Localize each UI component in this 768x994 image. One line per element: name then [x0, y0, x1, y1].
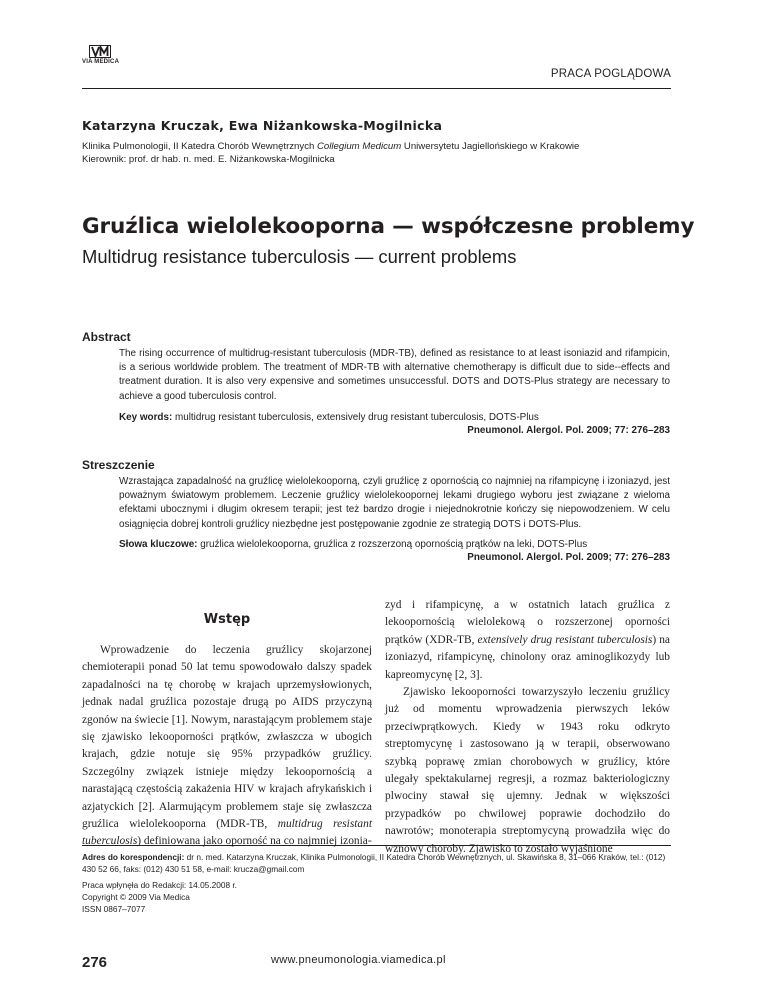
publisher-logo	[82, 45, 118, 65]
keywords-en: Key words: multidrug resistant tuberculosis, extensively drug resistant tuberculosis, DOTS-Plus	[119, 412, 539, 423]
logo-text: VIA MEDICA	[82, 59, 120, 65]
abstract-heading: Abstract	[82, 330, 131, 344]
copyright: Copyright © 2009 Via Medica	[82, 892, 190, 902]
received-date: Praca wpłynęła do Redakcji: 14.05.2008 r.	[82, 880, 237, 890]
title-english: Multidrug resistance tuberculosis — current problems	[82, 246, 517, 267]
website-link[interactable]: www.pneumonologia.viamedica.pl	[271, 954, 446, 966]
body-column-left	[82, 642, 372, 851]
via-medica-logo-icon	[89, 45, 111, 58]
abstract-text: The rising occurrence of multidrug-resistant tuberculosis (MDR-TB), defined as resistance to at least isoniazid and rifampicin, is a serious worldwide problem. The treatment of MDR-TB with alternative chemotherapy is difficult due to side--effects and treatment duration. It is also very expensive and sometimes unsuccessful. DOTS and DOTS-Plus strategy are necessary to achieve a good tuberculosis control.	[119, 348, 670, 402]
paragraph: Zjawisko lekooporności towarzyszyło leczeniu gruźlicy już od momentu wprowadzenia pierwszych leków przeciwprątkowych. Kiedy w 1943 roku odkryto streptomycynę i zastosowano ją w terapii, obserwowano szybką poprawę zmian chorobowych w gruźlicy, które ulegały spektakularnej regresji, a rozmaz bakteriologiczny plwociny stawał się ujemny. Jednak w większości przypadków po chwilowej poprawie dochodziło do nawrotów; monoterapia streptomycyną prowadziła więc do wznowy choroby. Zjawisko to zostało wyjaśnione	[385, 686, 670, 855]
footer-divider	[82, 845, 671, 846]
affiliation-line-1: Klinika Pulmonologii, II Katedra Chorób Wewnętrznych Collegium Medicum Uniwersytetu Jagiellońskiego w Krakowie	[82, 141, 580, 152]
paragraph: zyd i rifampicynę, a w ostatnich latach gruźlica z lekoopornością wielolekową o rozszerzonej oporności prątków (XDR-TB, extensively drug resistant tuberculosis) na izoniazyd, rifampicynę, chinolony oraz aminoglikozydy lub kapreomycynę [2, 3].	[385, 599, 670, 681]
publication-info	[82, 879, 237, 915]
affiliation	[82, 140, 579, 166]
header-divider	[82, 88, 671, 89]
citation-en: Pneumonol. Alergol. Pol. 2009; 77: 276–283	[467, 425, 670, 436]
streszczenie-heading: Streszczenie	[82, 458, 155, 472]
streszczenie-text: Wzrastająca zapadalność na gruźlicę wielolekooporną, czyli gruźlicę z opornością co najmniej na rifampicynę i izoniazyd, jest poważnym światowym problemem. Leczenie gruźlicy wielolekoopornej lekami drugiego wyboru jest związane z wieloma efektami ubocznymi i długim okresem terapii; jest też bardzo drogie i niejednokrotnie kończy się niepowodzeniem. W celu osiągnięcia dobrej kontroli gruźlicy niezbędne jest postępowanie zgodnie ze strategią DOTS i DOTS-Plus.	[119, 476, 670, 530]
correspondence-address: Adres do korespondencji: dr n. med. Katarzyna Kruczak, Klinika Pulmonologii, II Katedra Chorób Wewnętrznych, ul. Skawińska 8, 31–066 Kraków, tel.: (012) 430 52 66, faks: (012) 430 51 58, e-mail: krucza@gmail.com	[82, 852, 666, 874]
page-number: 276	[82, 954, 108, 971]
authors: Katarzyna Kruczak, Ewa Niżankowska-Mogilnicka	[82, 118, 443, 133]
body-column-right	[385, 597, 670, 858]
paragraph: Wprowadzenie do leczenia gruźlicy skojarzonej chemioterapii ponad 50 lat temu spowodowało dalszy spadek zapadalności na tę chorobę w krajach uprzemysłowionych, jednak nadal gruźlica pozostaje drugą po AIDS przyczyną zgonów na świecie [1]. Nowym, narastającym problemem staje się zjawisko lekooporności prątków, zwłaszcza w ubogich krajach, gdzie notuje się 95% przypadków gruźlicy. Szczególny związek istnieje między lekoopornością a narastającą częstością zakażenia HIV w krajach afrykańskich i azjatyckich [2]. Alarmującym problemem staje się zwłaszcza gruźlica wielolekooporna (MDR-TB, multidrug resistant tuberculosis) definiowana jako oporność na co najmniej izonia-	[82, 644, 372, 848]
section-title-wstep: Wstęp	[203, 612, 251, 627]
section-label: PRACA POGLĄDOWA	[550, 68, 671, 80]
title-polish: Gruźlica wielolekooporna — współczesne problemy	[82, 214, 695, 239]
citation-pl: Pneumonol. Alergol. Pol. 2009; 77: 276–283	[467, 552, 670, 563]
keywords-pl: Słowa kluczowe: gruźlica wielolekooporna, gruźlica z rozszerzoną opornością prątków na leki, DOTS-Plus	[119, 539, 588, 550]
issn: ISSN 0867–7077	[82, 904, 146, 914]
affiliation-line-2: Kierownik: prof. dr hab. n. med. E. Niżankowska-Mogilnicka	[82, 154, 335, 165]
